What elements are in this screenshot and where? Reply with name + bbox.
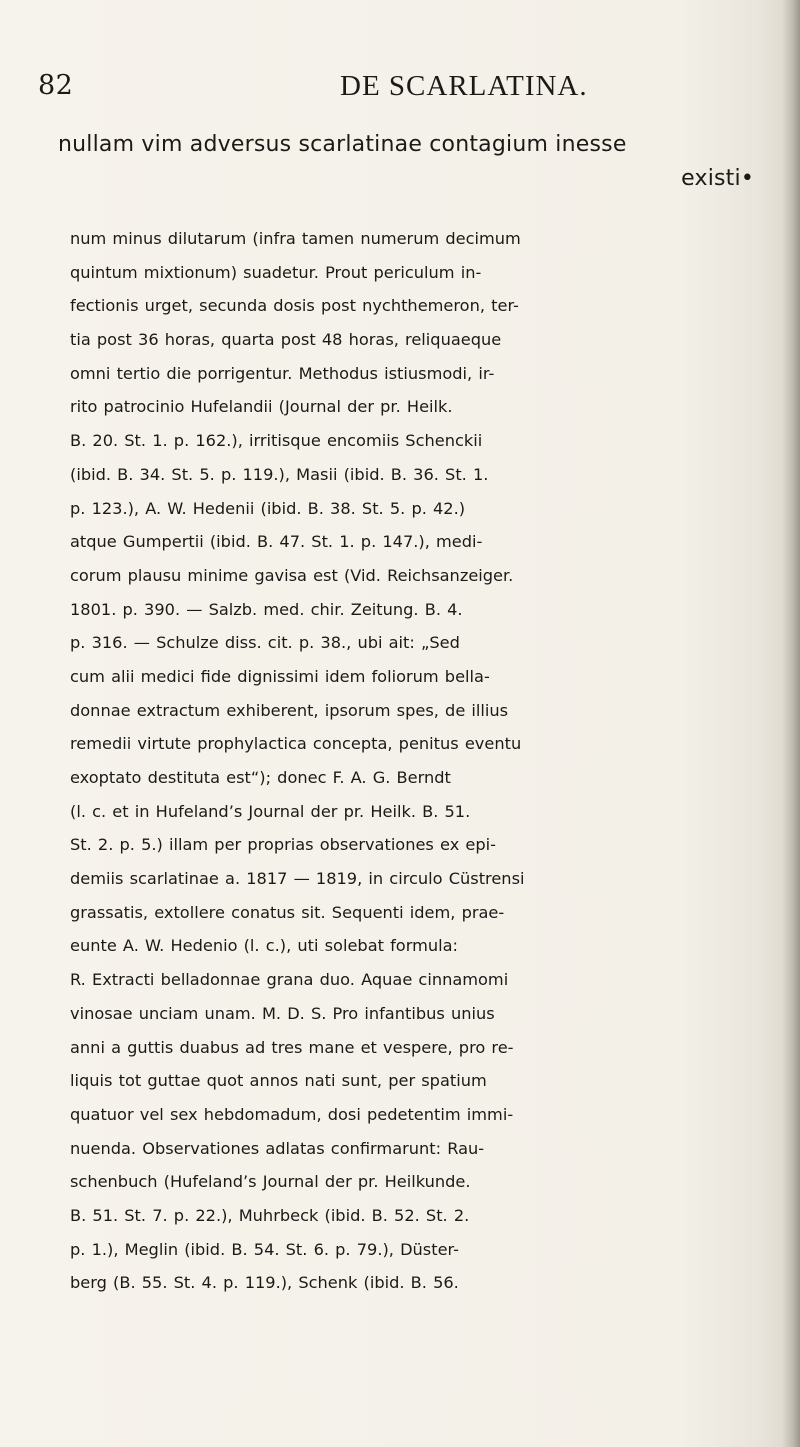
text-line: omni tertio die porrigentur. Methodus istiusmodi, ir- xyxy=(70,363,495,383)
text-line: exoptato destituta est“); donec F. A. G. Berndt xyxy=(70,768,451,787)
text-line: (ibid. B. 34. St. 5. p. 119.), Masii (ibid. B. 36. St. 1. xyxy=(70,464,489,484)
text-line: quintum mixtionum) suadetur. Prout periculum in- xyxy=(70,262,482,282)
text-line: remedii virtute prophylactica concepta, penitus eventu xyxy=(70,734,522,754)
text-line: (l. c. et in Hufeland’s Journal der pr. Heilk. B. 51. xyxy=(70,801,471,821)
text-line: B. 51. St. 7. p. 22.), Muhrbeck (ibid. B. 52. St. 2. xyxy=(70,1205,470,1225)
lead-line: nullam vim adversus scarlatinae contagium inesse xyxy=(58,132,627,157)
text-line: num minus dilutarum (infra tamen numerum decimum xyxy=(70,229,521,248)
page-number: 82 xyxy=(38,70,74,101)
text-line: p. 316. — Schulze diss. cit. p. 38., ubi ait: „Sed xyxy=(70,633,460,653)
lead-paragraph xyxy=(58,128,758,196)
lead-line: existi• xyxy=(681,166,754,191)
text-line: tia post 36 horas, quarta post 48 horas, reliquaeque xyxy=(70,330,502,350)
body-paragraph xyxy=(70,222,760,1300)
text-line: schenbuch (Hufeland’s Journal der pr. Heilkunde. xyxy=(70,1172,471,1192)
text-line: anni a guttis duabus ad tres mane et vespere, pro re- xyxy=(70,1037,514,1057)
text-line: corum plausu minime gavisa est (Vid. Reichsanzeiger. xyxy=(70,565,514,585)
text-line: p. 1.), Meglin (ibid. B. 54. St. 6. p. 79.), Düster- xyxy=(70,1239,459,1259)
text-line: 1801. p. 390. — Salzb. med. chir. Zeitung. B. 4. xyxy=(70,599,463,619)
text-line: R. Extracti belladonnae grana duo. Aquae cinnamomi xyxy=(70,970,509,990)
running-title: DE SCARLATINA. xyxy=(340,70,588,102)
running-head xyxy=(38,70,758,110)
text-line: eunte A. W. Hedenio (l. c.), uti solebat formula: xyxy=(70,936,458,956)
text-line: St. 2. p. 5.) illam per proprias observationes ex epi- xyxy=(70,835,496,855)
text-line: atque Gumpertii (ibid. B. 47. St. 1. p. 147.), medi- xyxy=(70,532,483,552)
text-line: quatuor vel sex hebdomadum, dosi pedetentim immi- xyxy=(70,1104,514,1124)
text-line: nuenda. Observationes adlatas confirmarunt: Rau- xyxy=(70,1138,485,1158)
page-edge-shadow xyxy=(782,0,800,1447)
text-line: B. 20. St. 1. p. 162.), irritisque encomiis Schenckii xyxy=(70,431,483,451)
text-line: p. 123.), A. W. Hedenii (ibid. B. 38. St. 5. p. 42.) xyxy=(70,498,466,518)
text-line: demiis scarlatinae a. 1817 — 1819, in circulo Cüstrensi xyxy=(70,869,525,889)
text-line: donnae extractum exhiberent, ipsorum spes, de illius xyxy=(70,700,509,720)
text-line: fectionis urget, secunda dosis post nychthemeron, ter- xyxy=(70,296,519,316)
text-line: cum alii medici fide dignissimi idem foliorum bella- xyxy=(70,666,490,686)
text-line: grassatis, extollere conatus sit. Sequenti idem, prae- xyxy=(70,902,505,922)
text-line: liquis tot guttae quot annos nati sunt, per spatium xyxy=(70,1071,487,1091)
text-line: vinosae unciam unam. M. D. S. Pro infantibus unius xyxy=(70,1003,495,1023)
text-line: rito patrocinio Hufelandii (Journal der pr. Heilk. xyxy=(70,397,453,417)
text-line: berg (B. 55. St. 4. p. 119.), Schenk (ibid. B. 56. xyxy=(70,1273,459,1293)
